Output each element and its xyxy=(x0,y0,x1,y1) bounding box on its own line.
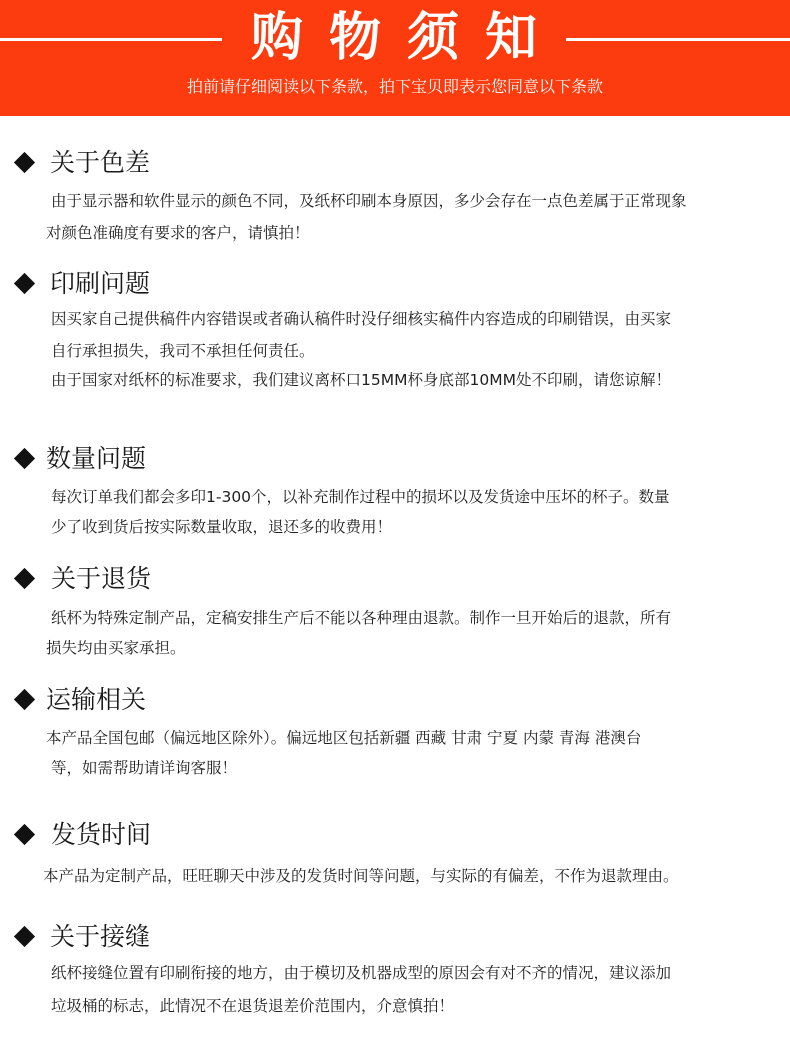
section-heading: 印刷问题 xyxy=(50,269,151,298)
page-subtitle: 拍前请仔细阅读以下条款，拍下宝贝即表示您同意以下条款 xyxy=(186,77,603,96)
section-line: 由于显示器和软件显示的颜色不同，及纸杯印刷本身原因，多少会存在一点色差属于正常现象 xyxy=(51,192,687,210)
section-line: 少了收到货后按实际数量收取，退还多的收费用！ xyxy=(51,518,393,536)
section-line: 自行承担损失，我司不承担任何责任。 xyxy=(51,342,315,360)
header-banner xyxy=(0,0,790,116)
diamond-bullet-icon xyxy=(14,824,35,845)
banner-left-line xyxy=(0,38,222,41)
section-line: 纸杯接缝位置有印刷衔接的地方，由于模切及机器成型的原因会有对不齐的情况，建议添加 xyxy=(51,964,672,982)
section-heading: 关于接缝 xyxy=(50,922,151,951)
section-line: 本产品为定制产品，旺旺聊天中涉及的发货时间等问题，与实际的有偏差，不作为退款理由。 xyxy=(43,867,679,885)
section-line: 由于国家对纸杯的标准要求，我们建议离杯口15MM杯身底部10MM处不印刷，请您谅解！ xyxy=(51,371,671,389)
diamond-bullet-icon xyxy=(14,152,35,173)
section-line: 纸杯为特殊定制产品，定稿安排生产后不能以各种理由退款。制作一旦开始后的退款，所有 xyxy=(51,609,672,627)
section-line: 损失均由买家承担。 xyxy=(46,639,186,657)
section-heading: 数量问题 xyxy=(46,444,147,473)
section-heading: 关于色差 xyxy=(50,148,151,177)
section-heading: 关于退货 xyxy=(51,564,152,593)
section-line: 等，如需帮助请详询客服！ xyxy=(51,759,238,777)
diamond-bullet-icon xyxy=(14,926,35,947)
section-heading: 发货时间 xyxy=(51,820,152,849)
banner-right-line xyxy=(566,38,790,41)
diamond-bullet-icon xyxy=(14,448,35,469)
section-line: 每次订单我们都会多印1-300个，以补充制作过程中的损坏以及发货途中压坏的杯子。数量 xyxy=(51,488,670,506)
section-heading: 运输相关 xyxy=(46,685,147,714)
diamond-bullet-icon xyxy=(14,568,35,589)
diamond-bullet-icon xyxy=(14,273,35,294)
section-line: 垃圾桶的标志，此情况不在退货退差价范围内，介意慎拍！ xyxy=(51,997,455,1015)
section-line: 本产品全国包邮（偏远地区除外）。偏远地区包括新疆 西藏 甘肃 宁夏 内蒙 青海 港澳台 xyxy=(46,729,642,747)
diamond-bullet-icon xyxy=(14,689,35,710)
section-line: 因买家自己提供稿件内容错误或者确认稿件时没仔细核实稿件内容造成的印刷错误，由买家 xyxy=(51,310,672,328)
page-title: 购物须知 xyxy=(250,8,563,68)
section-line: 对颜色准确度有要求的客户，请慎拍！ xyxy=(46,224,310,242)
